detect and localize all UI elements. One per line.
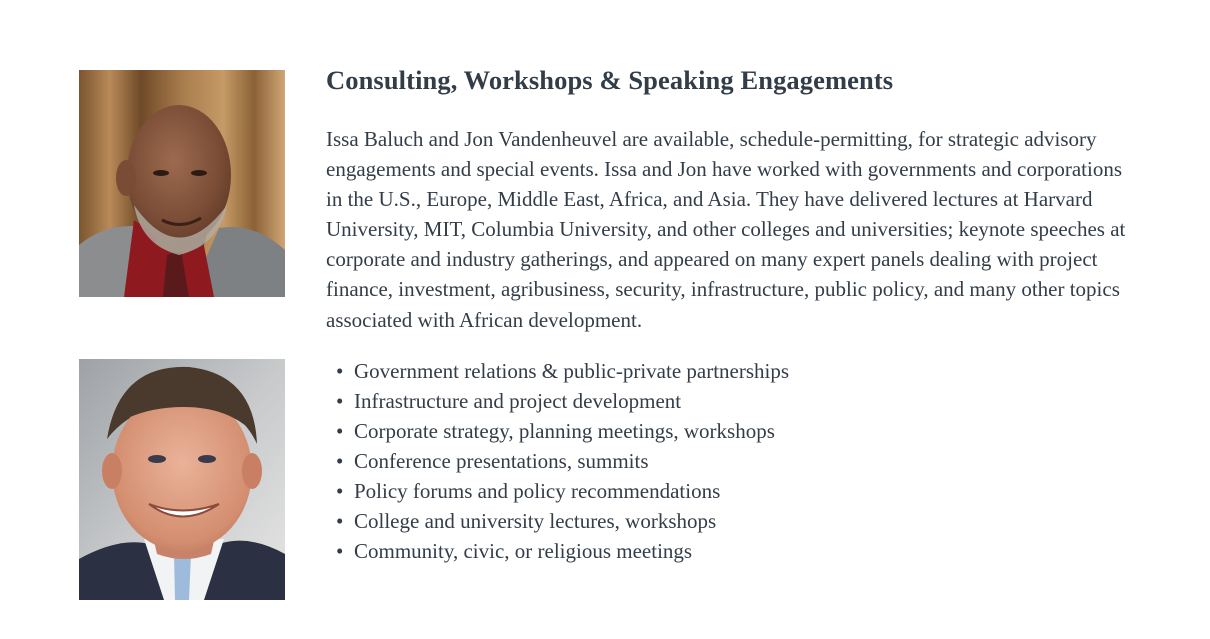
bullet-icon: • [336, 448, 344, 473]
portrait-photo-jon-vandenheuvel [79, 359, 285, 600]
service-item-label: Conference presentations, summits [354, 448, 649, 473]
service-item-label: Infrastructure and project development [354, 388, 682, 413]
bullet-icon: • [336, 358, 344, 383]
service-item [326, 416, 1126, 446]
service-item-label: Policy forums and policy recommendations [354, 478, 721, 503]
service-item [326, 476, 1126, 506]
intro-paragraph: Issa Baluch and Jon Vandenheuvel are available, schedule-permitting, for strategic advisory engagements and special events. Issa and Jon have worked with governments and corporations in the U.S., Europe, Middle East, Africa, and Asia. They have delivered lectures at Harvard University, MIT, Columbia University, and other colleges and universities; keynote speeches at corporate and industry gatherings, and appeared on many expert panels dealing with project finance, investment, agribusiness, security, infrastructure, public policy, and many other topics associated with African development. [326, 127, 1126, 332]
engagements-section [326, 62, 1126, 566]
service-item-label: Government relations & public-private partnerships [354, 358, 790, 383]
portrait-photo-issa-baluch [79, 70, 285, 297]
service-item [326, 356, 1126, 386]
bullet-icon: • [336, 478, 344, 503]
services-list [326, 356, 1126, 566]
bullet-icon: • [336, 388, 344, 413]
service-item-label: College and university lectures, workshops [354, 508, 717, 533]
bullet-icon: • [336, 418, 344, 443]
section-heading: Consulting, Workshops & Speaking Engagements [326, 65, 894, 95]
service-item [326, 386, 1126, 416]
bullet-icon: • [336, 508, 344, 533]
service-item-label: Corporate strategy, planning meetings, workshops [354, 418, 775, 443]
service-item [326, 446, 1126, 476]
service-item [326, 506, 1126, 536]
bullet-icon: • [336, 538, 344, 563]
service-item-label: Community, civic, or religious meetings [354, 538, 693, 563]
service-item [326, 536, 1126, 566]
